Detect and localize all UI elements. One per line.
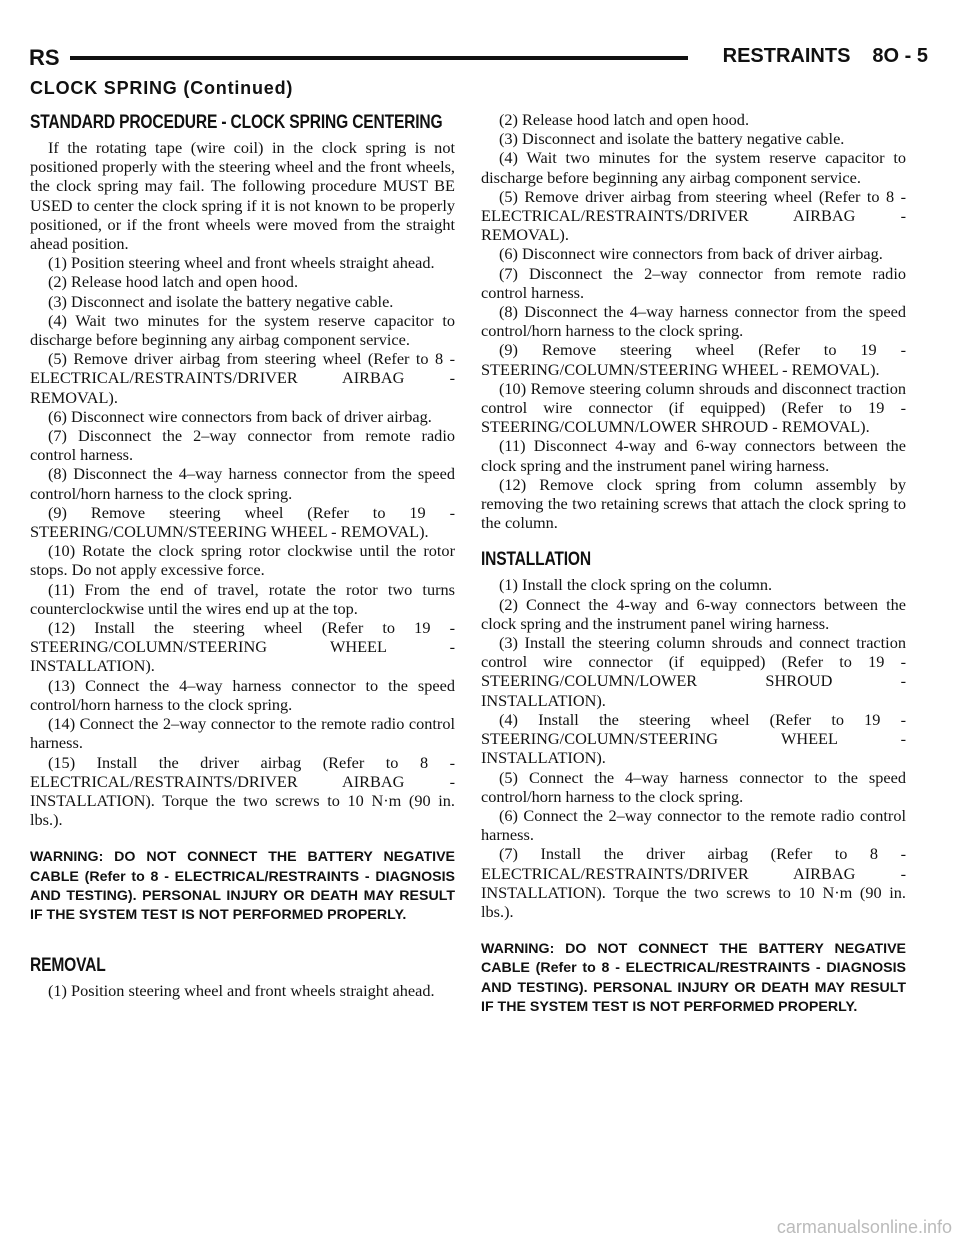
- header-rule: [70, 56, 688, 60]
- removal-step: (1) Position steering wheel and front wheels straight ahead.: [48, 981, 435, 1001]
- procedure-step: (8) Disconnect the 4–way harness connector from the speed control/horn harness to the clock spring.: [30, 464, 455, 503]
- removal-step: (9) Remove steering wheel (Refer to 19 - STEERING/COLUMN/STEERING WHEEL - REMOVAL).: [481, 340, 906, 379]
- removal-step: (7) Disconnect the 2–way connector from remote radio control harness.: [481, 263, 906, 302]
- centering-steps: [30, 253, 455, 829]
- procedure-step: (4) Wait two minutes for the system reserve capacitor to discharge before beginning any airbag component service.: [30, 310, 455, 350]
- header-code: RS: [29, 45, 60, 70]
- installation-heading: INSTALLATION: [481, 549, 591, 571]
- installation-step: (3) Install the steering column shrouds and connect traction control wire connector (if equipped) (Refer to 19 - STEERING/COLUMN/LOWER SHROUD - INSTALLATION).: [481, 633, 906, 710]
- installation-step: (4) Install the steering wheel (Refer to 19 - STEERING/COLUMN/STEERING WHEEL - INSTALLATION).: [481, 709, 906, 768]
- removal-step: (8) Disconnect the 4–way harness connector from the speed control/horn harness to the clock spring.: [481, 302, 906, 341]
- installation-step: (2) Connect the 4-way and 6-way connectors between the clock spring and the instrument panel wiring harness.: [481, 594, 906, 633]
- procedure-step: (5) Remove driver airbag from steering wheel (Refer to 8 - ELECTRICAL/RESTRAINTS/DRIVER AIRBAG - REMOVAL).: [30, 349, 455, 407]
- left-column: [30, 108, 455, 1000]
- installation-step: (1) Install the clock spring on the column.: [499, 575, 773, 595]
- removal-step: (3) Disconnect and isolate the battery negative cable.: [499, 129, 845, 149]
- right-column: [481, 110, 906, 1017]
- procedure-step: (12) Install the steering wheel (Refer to 19 - STEERING/COLUMN/STEERING WHEEL - INSTALLATION).: [30, 618, 455, 676]
- procedure-step: (7) Disconnect the 2–way connector from remote radio control harness.: [30, 426, 455, 465]
- removal-step: (6) Disconnect wire connectors from back of driver airbag.: [499, 244, 883, 264]
- standard-procedure-heading: STANDARD PROCEDURE - CLOCK SPRING CENTERING: [30, 112, 443, 133]
- procedure-step: (3) Disconnect and isolate the battery negative cable.: [48, 291, 394, 311]
- removal-step: (11) Disconnect 4-way and 6-way connectors between the clock spring and the instrument panel wiring harness.: [481, 436, 906, 475]
- removal-step: (10) Remove steering column shrouds and disconnect traction control wire connector (if equipped) (Refer to 19 - STEERING/COLUMN/LOWER SHROUD - REMOVAL).: [481, 378, 906, 437]
- procedure-step: (9) Remove steering wheel (Refer to 19 - STEERING/COLUMN/STEERING WHEEL - REMOVAL).: [30, 502, 455, 542]
- watermark: carmanualsonline.info: [776, 1217, 952, 1237]
- removal-heading: REMOVAL: [30, 955, 106, 977]
- header-right: [723, 45, 928, 68]
- installation-step: (7) Install the driver airbag (Refer to 8 - ELECTRICAL/RESTRAINTS/DRIVER AIRBAG - INSTALLATION). Torque the two screws to 10 N·m (90 in. lbs.).: [481, 844, 906, 921]
- procedure-step: (1) Position steering wheel and front wheels straight ahead.: [48, 253, 435, 273]
- header-section: RESTRAINTS: [722, 45, 851, 67]
- procedure-step: (14) Connect the 2–way connector to the remote radio control harness.: [30, 714, 455, 753]
- procedure-step: (11) From the end of travel, rotate the rotor two turns counterclockwise until the wires end up at the top.: [30, 579, 455, 618]
- continued-title: CLOCK SPRING (Continued): [30, 78, 294, 98]
- removal-steps: [481, 110, 906, 532]
- removal-step: (2) Release hood latch and open hood.: [499, 110, 750, 129]
- removal-step: (5) Remove driver airbag from steering wheel (Refer to 8 - ELECTRICAL/RESTRAINTS/DRIVER AIRBAG - REMOVAL).: [481, 186, 906, 245]
- warning-text: WARNING: DO NOT CONNECT THE BATTERY NEGATIVE CABLE (Refer to 8 - ELECTRICAL/RESTRAINTS - DIAGNOSIS AND TESTING). PERSONAL INJURY OR DEATH MAY RESULT IF THE SYSTEM TEST IS NOT PERFORMED PROPERLY.: [481, 941, 906, 1015]
- installation-step: (6) Connect the 2–way connector to the remote radio control harness.: [481, 805, 906, 845]
- installation-step: (5) Connect the 4–way harness connector to the speed control/horn harness to the clock spring.: [481, 767, 906, 806]
- warning-text: WARNING: DO NOT CONNECT THE BATTERY NEGATIVE CABLE (Refer to 8 - ELECTRICAL/RESTRAINTS - DIAGNOSIS AND TESTING). PERSONAL INJURY OR DEATH MAY RESULT IF THE SYSTEM TEST IS NOT PERFORMED PROPERLY.: [30, 849, 455, 923]
- procedure-step: (15) Install the driver airbag (Refer to 8 - ELECTRICAL/RESTRAINTS/DRIVER AIRBAG - INSTALLATION). Torque the two screws to 10 N·m (90 in. lbs.).: [30, 752, 455, 830]
- procedure-step: (6) Disconnect wire connectors from back of driver airbag.: [48, 406, 432, 426]
- removal-step: (4) Wait two minutes for the system reserve capacitor to discharge before beginning any airbag component service.: [481, 148, 906, 187]
- removal-step: (12) Remove clock spring from column assembly by removing the two retaining screws that attach the clock spring to the column.: [481, 474, 906, 533]
- procedure-step: (2) Release hood latch and open hood.: [48, 272, 299, 292]
- procedure-step: (13) Connect the 4–way harness connector to the speed control/horn harness to the clock spring.: [30, 675, 455, 714]
- procedure-step: (10) Rotate the clock spring rotor clockwise until the rotor stops. Do not apply excessive force.: [30, 541, 455, 580]
- page-number: 8O - 5: [872, 45, 928, 67]
- installation-steps: [481, 575, 906, 921]
- intro-paragraph: If the rotating tape (wire coil) in the clock spring is not positioned properly with the steering wheel and the front wheels, the clock spring may fail. The following procedure MUST BE USED to center the clock spring if it is not known to be properly positioned, or if the front wheels were moved from the straight ahead position.: [30, 138, 455, 254]
